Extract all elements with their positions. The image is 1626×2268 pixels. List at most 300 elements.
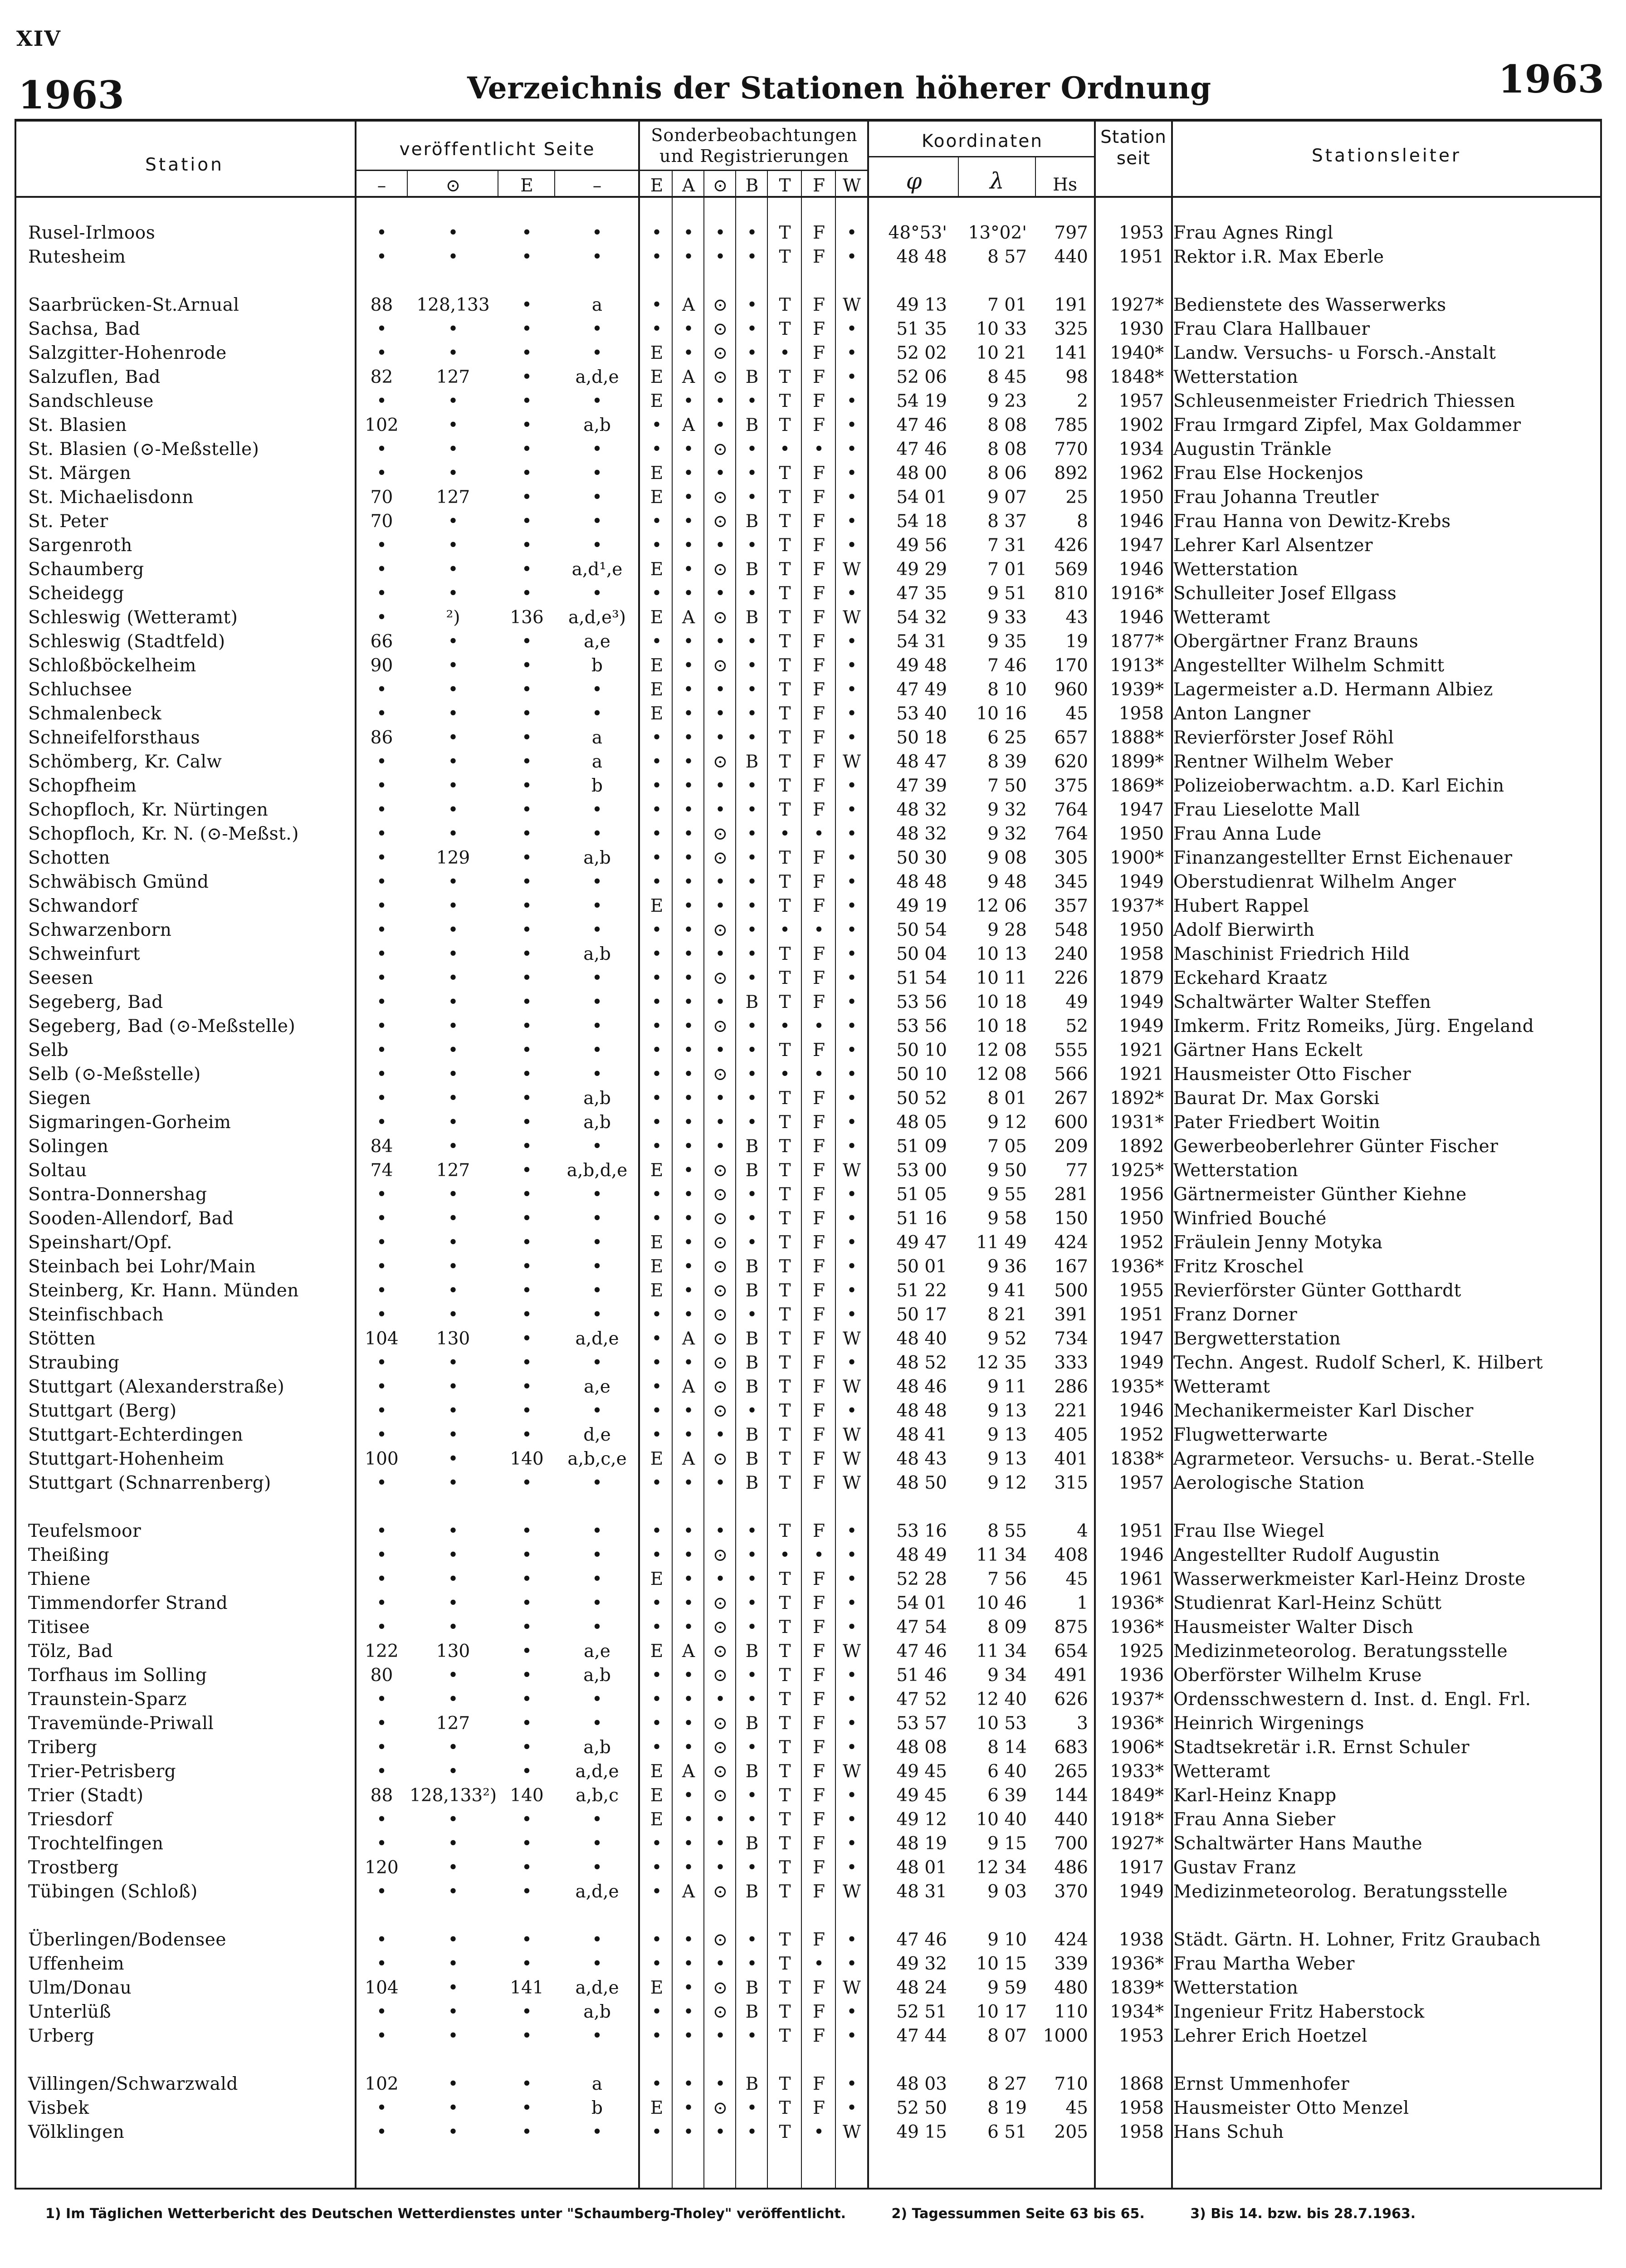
special-observation: T (779, 463, 791, 484)
longitude: 10 13 (976, 944, 1027, 964)
special-observation: • (683, 848, 694, 868)
special-observation: • (651, 1425, 662, 1445)
station-leader: Schulleiter Josef Ellgass (1173, 583, 1397, 604)
special-observation: • (715, 704, 726, 724)
special-observation: • (846, 1208, 857, 1229)
published-page: • (591, 391, 602, 411)
station-leader: Wetterstation (1173, 1160, 1299, 1181)
station-leader: Frau Johanna Treutler (1173, 487, 1379, 508)
special-observation: • (846, 223, 857, 243)
special-observation: • (846, 1305, 857, 1325)
station-name: Trier-Petrisberg (28, 1761, 176, 1782)
special-observation: • (715, 1809, 726, 1830)
published-page: • (591, 487, 602, 508)
published-page: • (521, 343, 532, 363)
published-page: • (591, 1569, 602, 1589)
special-observation: • (747, 824, 757, 844)
published-page: • (448, 2002, 459, 2022)
station-leader: Frau Clara Hallbauer (1173, 319, 1370, 339)
published-page: • (448, 1040, 459, 1061)
special-observation: • (747, 776, 757, 796)
special-observation: F (812, 1761, 825, 1782)
published-page: • (521, 1425, 532, 1445)
published-page: • (448, 1569, 459, 1589)
station-height: 2 (1077, 391, 1088, 411)
published-page: • (376, 1256, 387, 1277)
special-observation: B (745, 1353, 759, 1373)
special-observation: T (779, 704, 791, 724)
published-page: • (521, 247, 532, 267)
latitude: 47 46 (896, 1930, 947, 1950)
special-observation: • (683, 800, 694, 820)
special-observation: • (747, 439, 757, 459)
special-observation: • (779, 920, 790, 940)
published-page: 90 (370, 655, 393, 676)
table-row (15, 485, 1602, 509)
special-observation: F (812, 1208, 825, 1229)
special-observation: • (846, 1064, 857, 1085)
published-page: • (521, 896, 532, 916)
special-observation: B (745, 2074, 759, 2094)
station-leader: Franz Dorner (1173, 1305, 1298, 1325)
latitude: 51 16 (896, 1208, 947, 1229)
longitude: 9 28 (987, 920, 1027, 940)
special-observation: • (747, 1809, 757, 1830)
special-observation: T (779, 1882, 791, 1902)
station-leader: Bergwetterstation (1173, 1329, 1341, 1349)
special-observation: A (682, 295, 695, 315)
published-page: a (591, 295, 603, 315)
published-page: • (376, 1545, 387, 1565)
published-page: • (521, 2026, 532, 2046)
station-name: Saarbrücken-St.Arnual (28, 295, 239, 315)
station-since: 1951 (1118, 247, 1164, 267)
special-observation: T (779, 2098, 791, 2118)
coords-sub-rule (869, 156, 1096, 157)
special-observation: T (779, 1617, 791, 1637)
table-row (15, 1399, 1602, 1423)
published-page: • (521, 487, 532, 508)
station-name: Unterlüß (28, 2002, 112, 2022)
station-name: Trostberg (28, 1857, 119, 1878)
table-row (15, 1255, 1602, 1279)
special-observation: • (651, 2122, 662, 2142)
special-observation: F (812, 1232, 825, 1253)
special-observation: A (682, 1761, 695, 1782)
station-height: 170 (1054, 655, 1088, 676)
special-observation: B (745, 559, 759, 580)
table-row (15, 1760, 1602, 1784)
special-observation: • (747, 968, 757, 988)
published-page: • (591, 1473, 602, 1493)
special-observation: T (779, 1305, 791, 1325)
station-leader: Ordensschwestern d. Inst. d. Engl. Frl. (1173, 1689, 1531, 1710)
station-height: 700 (1054, 1833, 1088, 1854)
latitude: 53 56 (896, 992, 947, 1012)
published-page: • (591, 1545, 602, 1565)
special-observation: • (651, 1329, 662, 1349)
special-observation: • (715, 896, 726, 916)
special-observation: • (747, 463, 757, 484)
published-page: • (376, 1377, 387, 1397)
special-observation: • (683, 824, 694, 844)
published-page: 130 (436, 1641, 470, 1662)
special-observation: • (683, 1665, 694, 1686)
station-leader: Mechanikermeister Karl Discher (1173, 1401, 1474, 1421)
special-observation: T (779, 896, 791, 916)
longitude: 6 40 (987, 1761, 1027, 1782)
table-top-border (15, 119, 1602, 122)
station-leader: Anton Langner (1173, 704, 1311, 724)
station-since: 1913* (1110, 655, 1164, 676)
special-observation: • (683, 1978, 694, 1998)
special-observation: F (812, 1449, 825, 1469)
special-observation: • (747, 535, 757, 556)
special-observation: ⊙ (713, 1305, 728, 1325)
latitude: 47 39 (896, 776, 947, 796)
latitude: 49 45 (896, 1785, 947, 1806)
station-name: Scheidegg (28, 583, 124, 604)
table-row (15, 678, 1602, 702)
station-leader: Maschinist Friedrich Hild (1173, 944, 1410, 964)
special-observation: F (812, 896, 825, 916)
station-leader: Gewerbeoberlehrer Günter Fischer (1173, 1136, 1499, 1157)
station-leader: Obergärtner Franz Brauns (1173, 631, 1419, 652)
special-observation: • (846, 920, 857, 940)
station-height: 150 (1054, 1208, 1088, 1229)
longitude: 12 40 (976, 1689, 1027, 1710)
published-page: • (591, 1401, 602, 1421)
special-observation: • (747, 896, 757, 916)
station-height: 267 (1054, 1088, 1088, 1109)
published-page: • (521, 1737, 532, 1758)
station-name: Solingen (28, 1136, 109, 1157)
published-page: • (521, 631, 532, 652)
station-name: Siegen (28, 1088, 91, 1109)
published-page: • (521, 1184, 532, 1205)
table-row (15, 1663, 1602, 1687)
station-name: Travemünde-Priwall (28, 1713, 214, 1734)
special-observation: • (683, 2122, 694, 2142)
special-observation: F (812, 247, 825, 267)
station-name: Schotten (28, 848, 110, 868)
station-since: 1950 (1118, 487, 1164, 508)
header-special: Sonderbeobachtungen und Registrierungen (651, 125, 858, 166)
special-observation: • (651, 223, 662, 243)
special-observation: B (745, 1761, 759, 1782)
special-observation: • (651, 728, 662, 748)
published-page: • (376, 1184, 387, 1205)
station-height: 110 (1054, 2002, 1088, 2022)
station-height: 405 (1054, 1425, 1088, 1445)
special-observation: T (779, 511, 791, 532)
special-observation: • (651, 1208, 662, 1229)
published-page: • (521, 1208, 532, 1229)
special-observation: • (683, 1256, 694, 1277)
published-page: 127 (436, 1160, 470, 1181)
special-observation: • (651, 776, 662, 796)
station-name: Schneifelforsthaus (28, 728, 200, 748)
special-observation: ⊙ (713, 1377, 728, 1397)
special-observation: T (779, 559, 791, 580)
special-observation: F (812, 992, 825, 1012)
special-observation: • (846, 1545, 857, 1565)
latitude: 52 02 (896, 343, 947, 363)
header-coord-height: Hs (1052, 175, 1078, 195)
published-page: • (448, 1016, 459, 1036)
published-page: • (448, 968, 459, 988)
special-observation: T (779, 487, 791, 508)
special-observation: T (779, 1785, 791, 1806)
published-page: • (521, 1305, 532, 1325)
published-page: • (521, 1064, 532, 1085)
special-observation: ⊙ (713, 1617, 728, 1637)
special-observation: • (747, 872, 757, 892)
published-page: • (448, 1305, 459, 1325)
special-observation: • (651, 1833, 662, 1854)
station-name: Schwäbisch Gmünd (28, 872, 209, 892)
special-observation: T (779, 1954, 791, 1974)
special-observation: • (846, 1401, 857, 1421)
special-observation: • (683, 1930, 694, 1950)
station-since: 1962 (1118, 463, 1164, 484)
special-observation: F (812, 1737, 825, 1758)
special-observation: A (682, 1882, 695, 1902)
special-observation: • (846, 367, 857, 387)
published-page: • (376, 1569, 387, 1589)
station-height: 45 (1065, 704, 1088, 724)
station-name: Schmalenbeck (28, 704, 162, 724)
published-page: • (591, 439, 602, 459)
station-leader: Gärtnermeister Günther Kiehne (1173, 1184, 1467, 1205)
longitude: 7 01 (987, 559, 1027, 580)
special-observation: T (779, 391, 791, 411)
latitude: 48 49 (896, 1545, 947, 1565)
published-page: • (591, 1281, 602, 1301)
published-page: a,b (583, 1737, 611, 1758)
latitude: 48°53' (888, 223, 947, 243)
station-leader: Lehrer Karl Alsentzer (1173, 535, 1373, 556)
table-row (15, 846, 1602, 870)
longitude: 7 56 (987, 1569, 1027, 1589)
special-observation: • (846, 631, 857, 652)
published-page: • (448, 944, 459, 964)
special-observation: • (747, 1617, 757, 1637)
header-special-sub-3: B (745, 176, 759, 196)
published-page: • (591, 1930, 602, 1950)
station-leader: Wasserwerkmeister Karl-Heinz Droste (1173, 1569, 1526, 1589)
special-observation: • (683, 1184, 694, 1205)
station-name: Sooden-Allendorf, Bad (28, 1208, 234, 1229)
station-since: 1946 (1118, 559, 1164, 580)
station-leader: Winfried Bouché (1173, 1208, 1327, 1229)
station-leader: Rektor i.R. Max Eberle (1173, 247, 1384, 267)
special-observation: • (715, 2074, 726, 2094)
special-observation: T (779, 1160, 791, 1181)
special-observation: F (812, 1281, 825, 1301)
published-page: • (448, 631, 459, 652)
special-observation: • (846, 511, 857, 532)
special-observation: ⊙ (713, 559, 728, 580)
special-observation: • (747, 1016, 757, 1036)
station-name: Schloßböckelheim (28, 655, 196, 676)
station-height: 240 (1054, 944, 1088, 964)
longitude: 9 23 (987, 391, 1027, 411)
station-height: 286 (1054, 1377, 1088, 1397)
special-observation: • (651, 247, 662, 267)
station-since: 1961 (1118, 1569, 1164, 1589)
special-observation: • (747, 1064, 757, 1085)
published-page: • (448, 752, 459, 772)
latitude: 49 48 (896, 655, 947, 676)
station-name: Segeberg, Bad (28, 992, 163, 1012)
special-observation: T (779, 1232, 791, 1253)
special-observation: ⊙ (713, 439, 728, 459)
longitude: 7 01 (987, 295, 1027, 315)
longitude: 9 33 (987, 607, 1027, 628)
special-observation: • (683, 1569, 694, 1589)
special-observation: • (747, 1545, 757, 1565)
special-observation: ⊙ (713, 920, 728, 940)
station-since: 1848* (1110, 367, 1164, 387)
published-page: • (376, 872, 387, 892)
longitude: 9 03 (987, 1882, 1027, 1902)
station-since: 1936* (1110, 1256, 1164, 1277)
special-observation: • (683, 535, 694, 556)
special-observation: • (715, 1088, 726, 1109)
station-since: 1879 (1118, 968, 1164, 988)
special-observation: • (747, 800, 757, 820)
station-leader: Lagermeister a.D. Hermann Albiez (1173, 679, 1493, 700)
station-since: 1877* (1110, 631, 1164, 652)
special-observation: F (812, 1665, 825, 1686)
longitude: 8 39 (987, 752, 1027, 772)
special-observation: W (842, 1473, 861, 1493)
special-observation: ⊙ (713, 1641, 728, 1662)
special-observation: B (745, 992, 759, 1012)
published-page: • (521, 559, 532, 580)
station-height: 600 (1054, 1112, 1088, 1133)
station-name: Traunstein-Sparz (28, 1689, 187, 1710)
published-page: • (448, 1401, 459, 1421)
published-page: • (376, 848, 387, 868)
latitude: 47 44 (896, 2026, 947, 2046)
station-leader: Fritz Kroschel (1173, 1256, 1304, 1277)
special-observation: F (812, 1593, 825, 1613)
published-page: • (521, 2098, 532, 2118)
special-observation: ⊙ (713, 824, 728, 844)
published-page: • (521, 415, 532, 435)
special-observation: T (779, 2074, 791, 2094)
published-page: a (591, 2074, 603, 2094)
published-page: 141 (510, 1978, 544, 1998)
special-observation: ⊙ (713, 1713, 728, 1734)
station-height: 424 (1054, 1930, 1088, 1950)
special-observation: • (747, 1785, 757, 1806)
special-observation: • (683, 1545, 694, 1565)
published-page: • (521, 1641, 532, 1662)
special-observation: T (779, 1569, 791, 1589)
longitude: 10 33 (976, 319, 1027, 339)
published-page: • (376, 1809, 387, 1830)
special-observation: • (683, 1401, 694, 1421)
special-observation: F (812, 1978, 825, 1998)
latitude: 51 46 (896, 1665, 947, 1686)
table-row (15, 2024, 1602, 2048)
published-page: • (448, 463, 459, 484)
special-observation: • (813, 1545, 824, 1565)
station-leader: Schleusenmeister Friedrich Thiessen (1173, 391, 1516, 411)
special-observation: T (779, 1136, 791, 1157)
published-page: a,b (583, 415, 611, 435)
longitude: 9 12 (987, 1473, 1027, 1493)
station-height: 281 (1054, 1184, 1088, 1205)
station-since: 1936* (1110, 1713, 1164, 1734)
station-height: 345 (1054, 872, 1088, 892)
special-observation: • (715, 728, 726, 748)
station-height: 357 (1054, 896, 1088, 916)
special-observation: T (779, 1930, 791, 1950)
special-observation: F (812, 1088, 825, 1109)
special-observation: • (651, 1401, 662, 1421)
station-since: 1927* (1110, 295, 1164, 315)
published-page: • (591, 1256, 602, 1277)
published-page: • (376, 319, 387, 339)
longitude: 11 34 (976, 1545, 1027, 1565)
latitude: 47 54 (896, 1617, 947, 1637)
published-page: • (376, 1281, 387, 1301)
special-observation: E (650, 1232, 664, 1253)
latitude: 48 19 (896, 1833, 947, 1854)
special-observation: • (683, 944, 694, 964)
special-observation: • (846, 1713, 857, 1734)
special-observation: F (812, 535, 825, 556)
special-observation: F (812, 1473, 825, 1493)
special-observation: F (812, 391, 825, 411)
table-row (15, 1447, 1602, 1471)
latitude: 53 40 (896, 704, 947, 724)
station-leader: Ingenieur Fritz Haberstock (1173, 2002, 1425, 2022)
longitude: 8 09 (987, 1617, 1027, 1637)
special-observation: B (745, 415, 759, 435)
published-page: • (521, 2074, 532, 2094)
longitude: 10 40 (976, 1809, 1027, 1830)
table-row (15, 630, 1602, 654)
published-page: • (376, 463, 387, 484)
station-leader: Revierförster Günter Gotthardt (1173, 1281, 1461, 1301)
published-page: 88 (370, 295, 393, 315)
published-page: • (521, 1665, 532, 1686)
station-height: 19 (1065, 631, 1088, 652)
header-special-sub-4: T (779, 176, 791, 196)
published-page: • (521, 367, 532, 387)
special-observation: • (846, 1136, 857, 1157)
published-page: • (521, 1112, 532, 1133)
latitude: 50 52 (896, 1088, 947, 1109)
longitude: 9 11 (987, 1377, 1027, 1397)
page-number: XIV (16, 26, 61, 51)
station-leader: Schaltwärter Walter Steffen (1173, 992, 1431, 1012)
published-page: a,b (583, 848, 611, 868)
special-observation: B (745, 1641, 759, 1662)
special-observation: • (846, 1689, 857, 1710)
published-page: • (376, 1761, 387, 1782)
special-observation: T (779, 1473, 791, 1493)
table-row (15, 533, 1602, 557)
station-name: Triesdorf (28, 1809, 113, 1830)
station-since: 1946 (1118, 1401, 1164, 1421)
published-page: • (521, 679, 532, 700)
